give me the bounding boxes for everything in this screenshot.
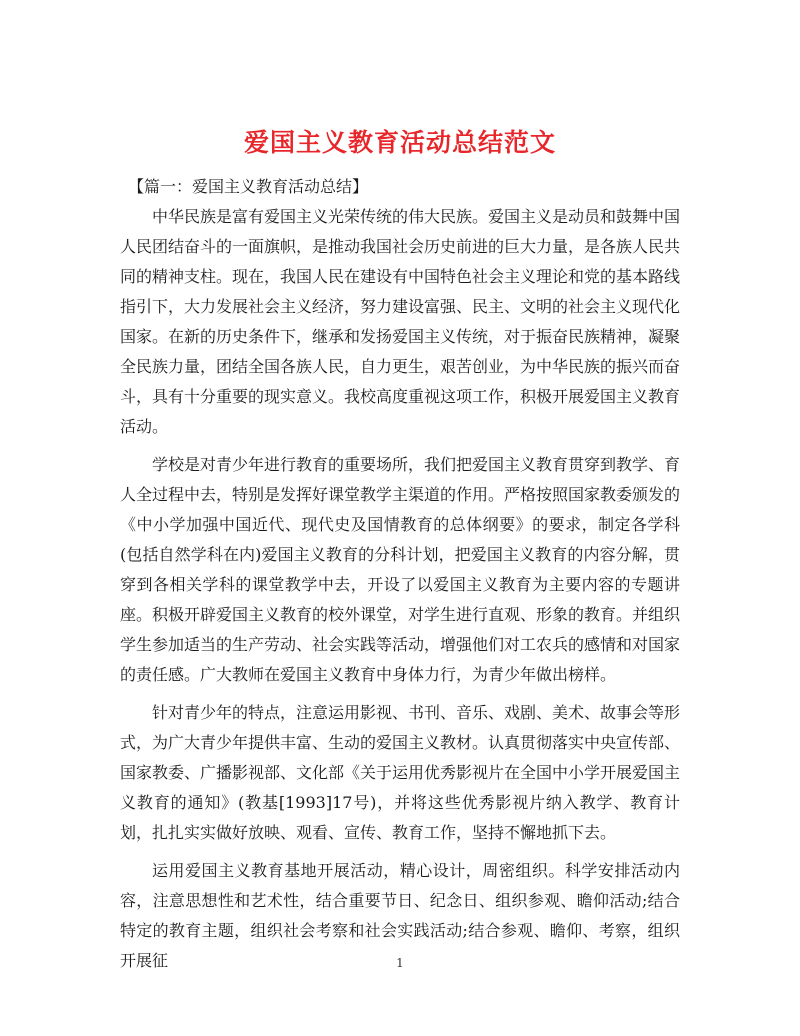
paragraph-2: 学校是对青少年进行教育的重要场所，我们把爱国主义教育贯穿到教学、育人全过程中去，特别是发挥好课堂教学主渠道的作用。严格按照国家教委颁发的《中小学加强中国近代、现代史及国情教育的总体纲要》的要求，制定各学科(包括自然学科在内)爱国主义教育的分科计划，把爱国主义教育的内容分解，贯穿到各相关学科的课堂教学中去，开设了以爱国主义教育为主要内容的专题讲座。积极开辟爱国主义教育的校外课堂，对学生进行直观、形象的教育。并组织学生参加适当的生产劳动、社会实践等活动，增强他们对工农兵的感情和对国家的责任感。广大教师在爱国主义教育中身体力行，为青少年做出榜样。 [120,455,681,684]
document-body [120,172,680,984]
page-number: 1 [396,956,404,970]
document-title: 爱国主义教育活动总结范文 [243,127,556,157]
paragraph-4: 运用爱国主义教育基地开展活动，精心设计，周密组织。科学安排活动内容，注意思想性和艺术性，结合重要节日、纪念日、组织参观、瞻仰活动;结合特定的教育主题，组织社会考察和社会实践活动;结合参观、瞻仰、考察，组织开展征 [120,861,680,970]
section-heading: 【篇一：爱国主义教育活动总结】 [128,177,369,196]
paragraph-3: 针对青少年的特点，注意运用影视、书刊、音乐、戏剧、美术、故事会等形式，为广大青少年提供丰富、生动的爱国主义教材。认真贯彻落实中央宣传部、国家教委、广播影视部、文化部《关于运用优秀影视片在全国中小学开展爱国主义教育的通知》(教基[1993]17号)，并将这些优秀影视片纳入教学、教育计划，扎扎实实做好放映、观看、宣传、教育工作，坚持不懈地抓下去。 [120,703,681,842]
paragraph-1: 中华民族是富有爱国主义光荣传统的伟大民族。爱国主义是动员和鼓舞中国人民团结奋斗的一面旗帜，是推动我国社会历史前进的巨大力量，是各族人民共同的精神支柱。现在，我国人民在建设有中国特色社会主义理论和党的基本路线指引下，大力发展社会主义经济，努力建设富强、民主、文明的社会主义现代化国家。在新的历史条件下，继承和发扬爱国主义传统，对于振奋民族精神，凝聚全民族力量，团结全国各族人民，自力更生，艰苦创业，为中华民族的振兴而奋斗，具有十分重要的现实意义。我校高度重视这项工作，积极开展爱国主义教育活动。 [120,207,681,436]
